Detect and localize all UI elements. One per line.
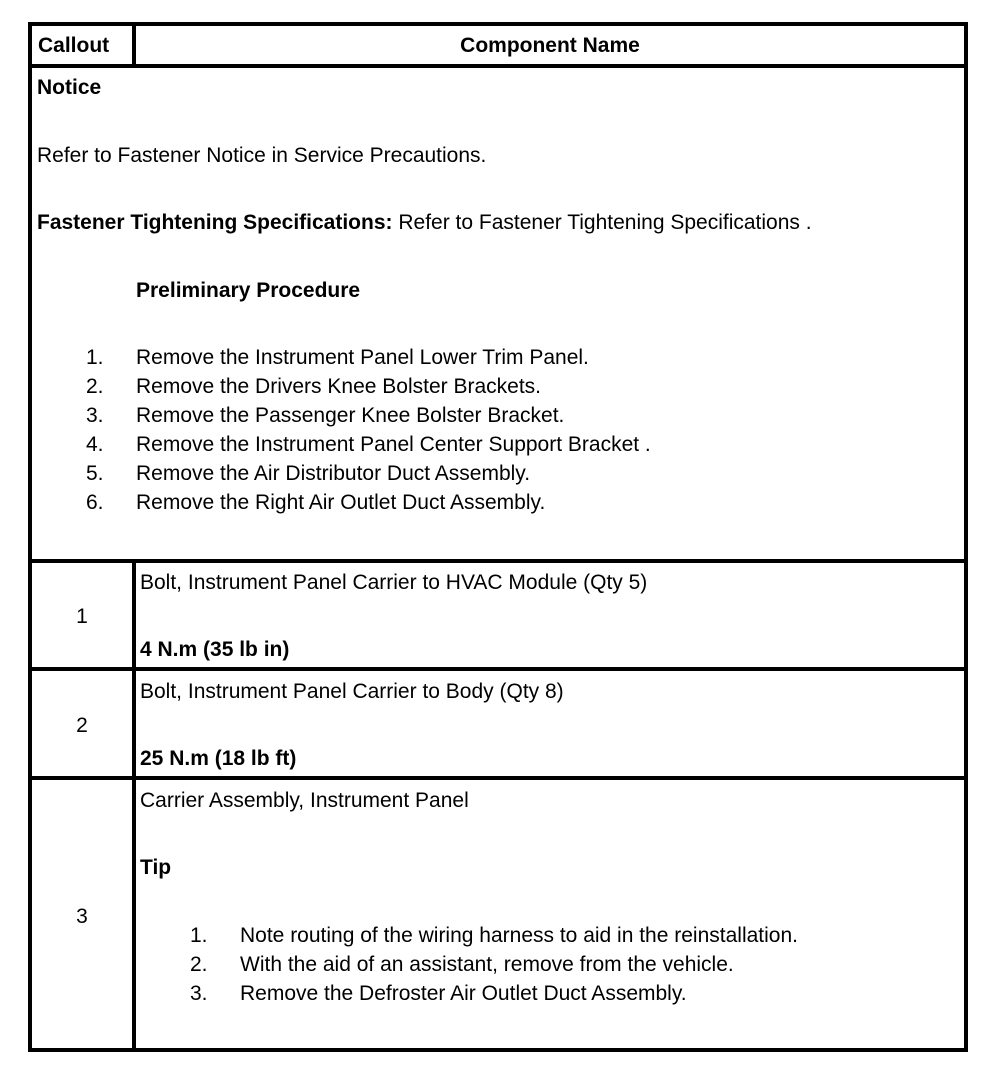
row-component-name: Bolt, Instrument Panel Carrier to Body (Qty 8) <box>140 680 564 703</box>
tip-number: 3. <box>190 982 208 1005</box>
tip-text: With the aid of an assistant, remove from the vehicle. <box>240 953 734 976</box>
notice-text: Refer to Fastener Notice in Service Precautions. <box>37 144 487 167</box>
tip-text: Remove the Defroster Air Outlet Duct Assembly. <box>240 982 687 1005</box>
header-component-name: Component Name <box>460 34 640 57</box>
notice-title: Notice <box>37 76 102 99</box>
step-number: 2. <box>86 375 104 398</box>
preliminary-title: Preliminary Procedure <box>136 279 361 302</box>
row-torque: 25 N.m (18 lb ft) <box>140 747 297 770</box>
header-divider <box>32 64 964 68</box>
tip-text: Note routing of the wiring harness to aid in the reinstallation. <box>240 924 798 947</box>
row-component-name: Carrier Assembly, Instrument Panel <box>140 789 469 812</box>
step-number: 5. <box>86 462 104 485</box>
step-number: 1. <box>86 346 104 369</box>
row-torque: 4 N.m (35 lb in) <box>140 638 290 661</box>
notice-divider <box>32 559 964 563</box>
tip-number: 2. <box>190 953 208 976</box>
tip-title: Tip <box>140 856 172 879</box>
header-callout: Callout <box>38 34 110 57</box>
step-text: Remove the Passenger Knee Bolster Bracket. <box>136 404 565 427</box>
step-text: Remove the Instrument Panel Lower Trim Panel. <box>136 346 589 369</box>
fastener-spec-line <box>37 211 812 235</box>
row-callout: 3 <box>76 905 88 928</box>
step-number: 6. <box>86 491 104 514</box>
step-text: Remove the Air Distributor Duct Assembly. <box>136 462 531 485</box>
step-number: 4. <box>86 433 104 456</box>
fastener-spec-text: Refer to Fastener Tightening Specifications . <box>392 211 812 234</box>
callout-col-divider <box>132 559 136 1048</box>
row-callout: 2 <box>76 714 88 737</box>
step-text: Remove the Drivers Knee Bolster Brackets. <box>136 375 541 398</box>
step-text: Remove the Right Air Outlet Duct Assembly. <box>136 491 546 514</box>
step-text: Remove the Instrument Panel Center Support Bracket . <box>136 433 651 456</box>
component-table <box>28 22 968 1052</box>
tip-number: 1. <box>190 924 208 947</box>
row1-divider <box>32 667 964 671</box>
row-component-name: Bolt, Instrument Panel Carrier to HVAC Module (Qty 5) <box>140 571 648 594</box>
row-callout: 1 <box>76 605 88 628</box>
row2-divider <box>32 776 964 780</box>
step-number: 3. <box>86 404 104 427</box>
fastener-spec-label: Fastener Tightening Specifications: <box>37 211 393 234</box>
